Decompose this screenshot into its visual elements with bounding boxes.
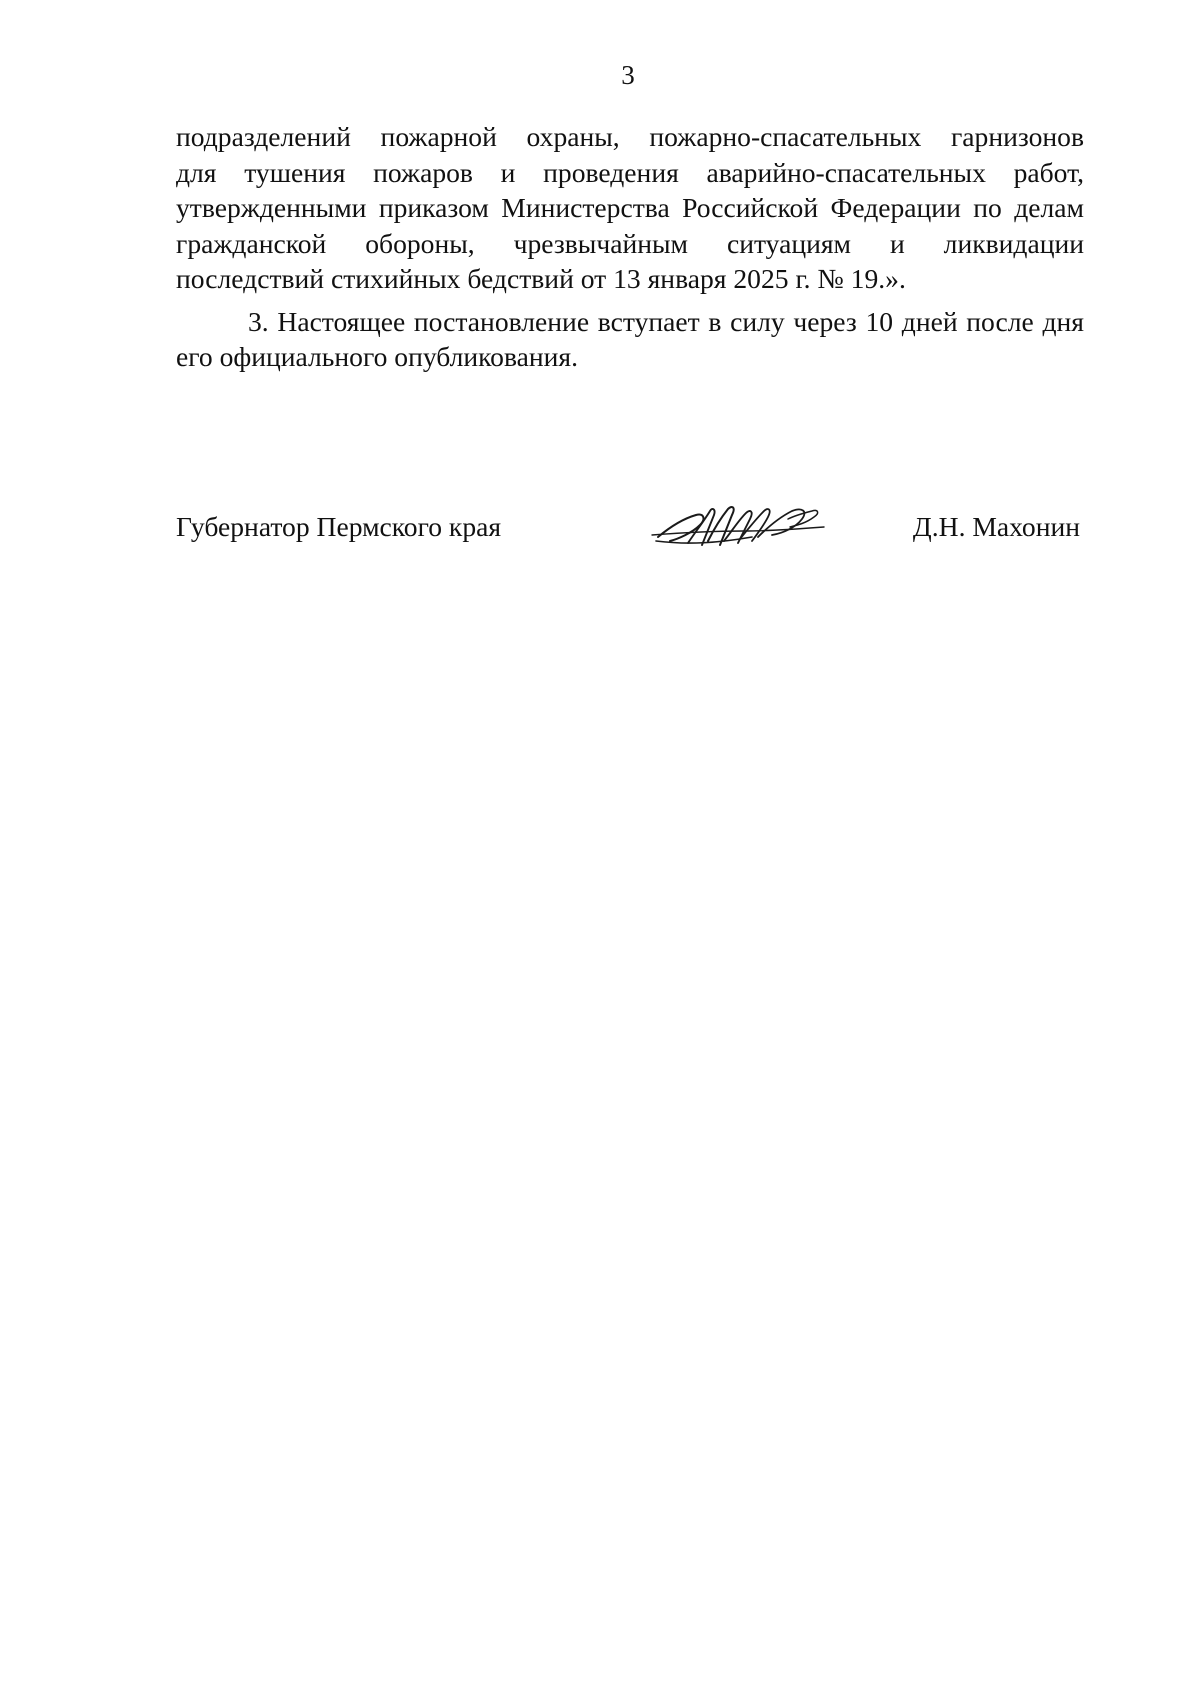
paragraph-line: утвержденными приказом Министерства Российской Федерации по делам [176, 192, 1084, 223]
paragraph-line: 3. Настоящее постановление вступает в силу через 10 дней после дня [248, 305, 1084, 337]
paragraph-line: подразделений пожарной охраны, пожарно-спасательных гарнизонов [176, 121, 1084, 152]
handwritten-signature [648, 497, 828, 557]
paragraph-line: его официального опубликования. [176, 341, 579, 372]
paragraph-1 [176, 119, 1084, 297]
signature-block [176, 509, 1080, 559]
paragraph-line: гражданской обороны, чрезвычайным ситуациям и ликвидации [176, 227, 1084, 259]
paragraph-2 [176, 304, 1084, 375]
signatory-name: Д.Н. Махонин [912, 511, 1080, 542]
paragraph-line: последствий стихийных бедствий от 13 января 2025 г. № 19.». [176, 263, 906, 294]
signatory-title: Губернатор Пермского края [176, 511, 502, 542]
document-body [176, 119, 1084, 375]
page-number: 3 [621, 60, 635, 90]
paragraph-line: для тушения пожаров и проведения аварийно-спасательных работ, [176, 156, 1084, 188]
